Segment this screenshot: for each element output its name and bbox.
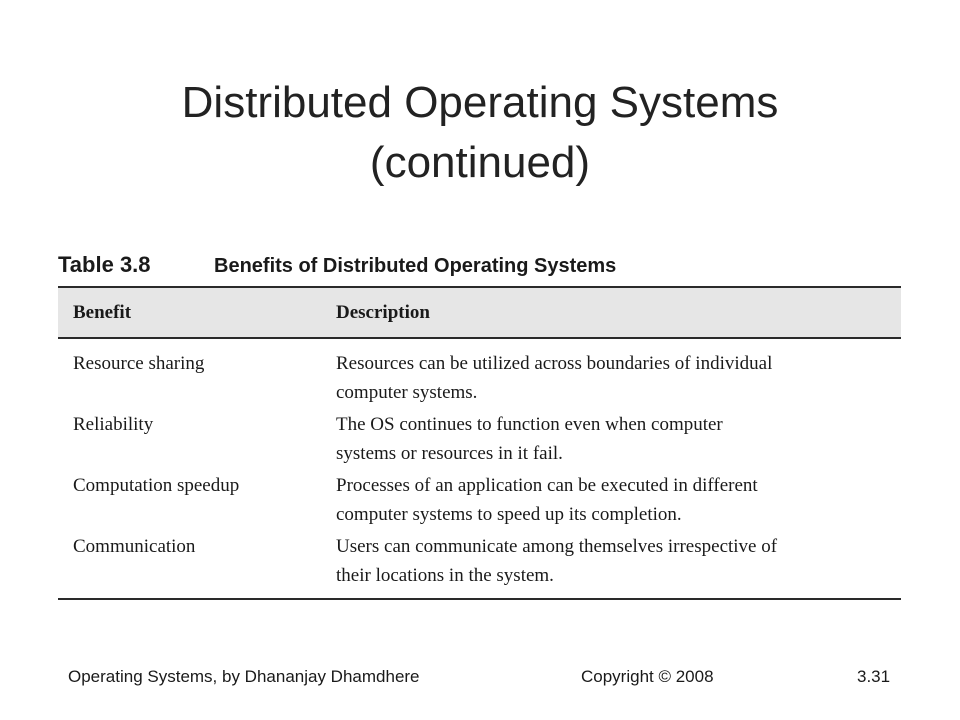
footer-book-credit: Operating Systems, by Dhananjay Dhamdhere [68, 667, 420, 686]
description-line: The OS continues to function even when computer [336, 414, 723, 435]
description-line: Users can communicate among themselves irrespective of [336, 536, 778, 557]
column-header-benefit: Benefit [58, 287, 336, 338]
benefit-cell: Communication [58, 532, 336, 599]
description-line: Resources can be utilized across boundaries of individual [336, 353, 773, 374]
table-caption [58, 250, 901, 286]
benefits-table [58, 286, 901, 600]
footer-slide-number: 3.31 [857, 667, 891, 686]
description-line: computer systems. [336, 382, 478, 403]
slide-title-line-2: (continued) [369, 138, 591, 188]
benefit-cell: Computation speedup [73, 475, 240, 496]
slide-footer [0, 667, 960, 691]
table-header-row [58, 287, 901, 338]
table-row [58, 338, 901, 410]
benefit-cell: Reliability [73, 414, 154, 435]
table-row [58, 410, 901, 471]
description-line: their locations in the system. [336, 565, 554, 586]
table-caption-number: Table 3.8 [58, 252, 151, 277]
table-header [58, 287, 901, 338]
column-header-description: Description [336, 287, 901, 338]
table-figure [58, 250, 901, 600]
description-line: computer systems to speed up its completion. [336, 504, 682, 525]
description-cell [336, 410, 901, 471]
slide-title-line-1: Distributed Operating Systems [181, 78, 779, 128]
table-row [58, 471, 901, 532]
description-cell [336, 471, 901, 532]
description-cell [336, 338, 901, 410]
table-caption-title: Benefits of Distributed Operating Systems [214, 255, 617, 277]
table-row [58, 532, 901, 599]
slide-title [0, 73, 960, 193]
description-cell [336, 532, 901, 599]
description-line: Processes of an application can be executed in different [336, 475, 758, 496]
table-body [58, 338, 901, 599]
description-line: systems or resources in it fail. [336, 443, 563, 464]
footer-copyright: Copyright © 2008 [581, 667, 714, 686]
benefit-cell: Resource sharing [73, 353, 205, 374]
